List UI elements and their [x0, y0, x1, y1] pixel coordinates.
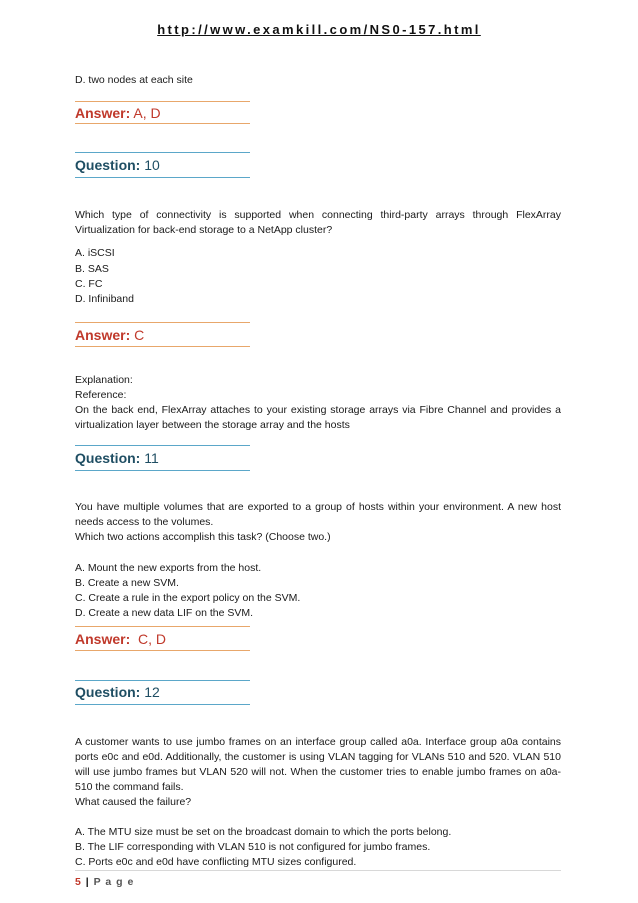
answer-heading	[75, 630, 166, 648]
option: A. iSCSI	[75, 247, 115, 259]
question-text: You have multiple volumes that are exported to a group of hosts within your environment. A new host needs access to the volumes.	[75, 501, 561, 528]
question-label: Question:	[75, 450, 141, 466]
previous-option: D. two nodes at each site	[75, 74, 193, 86]
question-rule-bottom	[75, 177, 250, 178]
answer-rule-top	[75, 322, 250, 323]
answer-heading	[75, 104, 161, 122]
reference-text: On the back end, FlexArray attaches to your existing storage arrays via Fibre Channel and provides a virtualization layer between the storage array and the hosts	[75, 404, 561, 431]
explanation-label: Explanation:	[75, 374, 133, 386]
question-instruction: What caused the failure?	[75, 796, 192, 808]
footer-rule	[75, 870, 561, 871]
page-number: 5	[75, 876, 82, 888]
question-rule-top	[75, 152, 250, 153]
answer-rule-bottom	[75, 346, 250, 347]
question-number: 11	[144, 450, 159, 466]
question-label: Question:	[75, 157, 141, 173]
option: B. The LIF corresponding with VLAN 510 is not configured for jumbo frames.	[75, 841, 431, 853]
question-text: A customer wants to use jumbo frames on an interface group called a0a. Interface group a0a contains ports e0c and e0d. Additionally, the customer is using VLAN tagging for VLANs 510 and 520. VLAN 510 will use jumbo frames but VLAN 520 will not. When the customer tries to enable jumbo frames on a0a-510 the command fails.	[75, 736, 561, 793]
question-number: 12	[144, 684, 160, 700]
question-rule-top	[75, 680, 250, 681]
answer-label: Answer:	[75, 631, 131, 647]
header-url[interactable]: http://www.examkill.com/NS0-157.html	[157, 22, 481, 37]
question-rule-bottom	[75, 704, 250, 705]
page-footer	[75, 876, 134, 888]
option: C. FC	[75, 278, 103, 290]
answer-rule-top	[75, 101, 250, 102]
option: C. Create a rule in the export policy on the SVM.	[75, 592, 301, 604]
question-label: Question:	[75, 684, 141, 700]
answer-value: A, D	[133, 105, 161, 121]
question-instruction: Which two actions accomplish this task? (Choose two.)	[75, 531, 331, 543]
answer-value: C	[134, 327, 145, 343]
answer-rule-bottom	[75, 650, 250, 651]
option: D. Infiniband	[75, 293, 134, 305]
option: A. Mount the new exports from the host.	[75, 562, 262, 574]
question-text: Which type of connectivity is supported when connecting third-party arrays through FlexArray Virtualization for back-end storage to a NetApp cluster?	[75, 209, 561, 236]
option: B. Create a new SVM.	[75, 577, 179, 589]
reference-label: Reference:	[75, 389, 127, 401]
answer-label: Answer:	[75, 327, 131, 343]
answer-value: C, D	[134, 631, 167, 647]
answer-rule-top	[75, 626, 250, 627]
question-heading	[75, 449, 159, 467]
question-heading	[75, 156, 160, 174]
page-word: P a g e	[93, 876, 135, 888]
answer-label: Answer:	[75, 105, 131, 121]
option: B. SAS	[75, 263, 109, 275]
answer-rule-bottom	[75, 123, 250, 124]
answer-heading	[75, 326, 144, 344]
footer-separator: |	[85, 876, 90, 888]
question-heading	[75, 683, 160, 701]
option: C. Ports e0c and e0d have conflicting MTU sizes configured.	[75, 856, 357, 868]
question-rule-top	[75, 445, 250, 446]
question-rule-bottom	[75, 470, 250, 471]
option: A. The MTU size must be set on the broadcast domain to which the ports belong.	[75, 826, 452, 838]
option: D. Create a new data LIF on the SVM.	[75, 607, 254, 619]
question-number: 10	[144, 157, 160, 173]
